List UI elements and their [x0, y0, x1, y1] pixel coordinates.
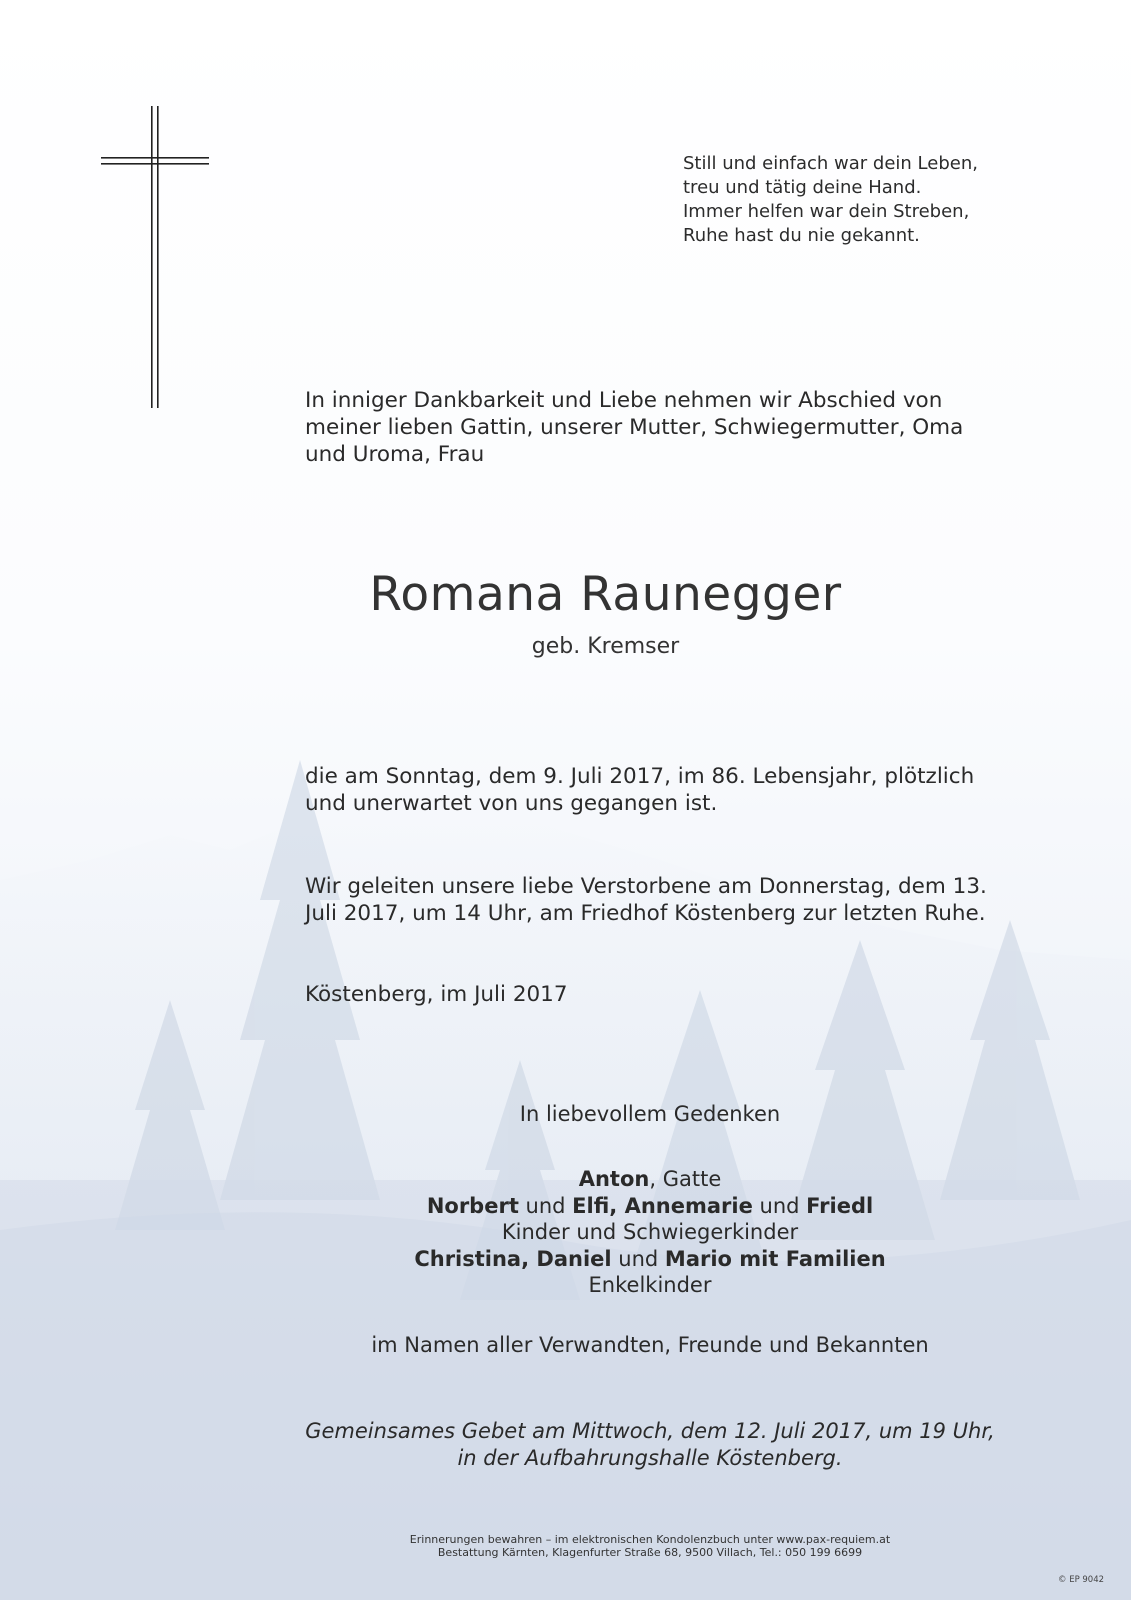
prayer-notice	[290, 1418, 1010, 1472]
deceased-name: Romana Raunegger	[369, 567, 842, 622]
print-code: © EP 9042	[1058, 1575, 1105, 1585]
funeral-text: Wir geleiten unsere liebe Verstorbene am Donnerstag, dem 13. Juli 2017, um 14 Uhr, am Friedhof Köstenberg zur letzten Ruhe.	[305, 874, 987, 926]
family-role-grandchildren: Enkelkinder	[588, 1273, 712, 1297]
footer-address-line: Bestattung Kärnten, Klagenfurter Straße 68, 9500 Villach, Tel.: 050 199 6699	[437, 1546, 863, 1559]
prayer-line: in der Aufbahrungshalle Köstenberg.	[457, 1446, 843, 1470]
grandchild-name: Christina	[414, 1246, 522, 1271]
remembrance-heading: In liebevollem Gedenken	[519, 1102, 781, 1126]
prayer-line: Gemeinsames Gebet am Mittwoch, dem 12. Juli 2017, um 19 Uhr,	[305, 1419, 995, 1443]
connector: und	[611, 1246, 665, 1271]
child-name: Annemarie	[624, 1193, 753, 1218]
relatives-text: im Namen aller Verwandten, Freunde und Bekannten	[371, 1333, 929, 1357]
connector: und	[752, 1193, 807, 1218]
poem-line: Still und einfach war dein Leben,	[683, 153, 978, 174]
grandchild-name: Mario mit Familien	[664, 1246, 886, 1271]
child-name: Norbert	[426, 1193, 519, 1218]
place-date: Köstenberg, im Juli 2017	[305, 982, 568, 1007]
family-list	[305, 1166, 995, 1299]
connector: und	[518, 1193, 573, 1218]
death-notice-text: die am Sonntag, dem 9. Juli 2017, im 86. Lebensjahr, plötzlich und unerwartet von uns gegangen ist.	[305, 764, 975, 816]
connector: ,	[521, 1246, 537, 1271]
cross-icon	[101, 106, 209, 408]
family-line-spouse	[305, 1166, 995, 1193]
footer-condolence-line: Erinnerungen bewahren – im elektronischen Kondolenzbuch unter www.pax-requiem.at	[409, 1533, 891, 1546]
family-line-children	[305, 1193, 995, 1220]
poem-line: treu und tätig deine Hand.	[683, 177, 922, 198]
poem-line: Ruhe hast du nie gekannt.	[683, 225, 920, 246]
poem-line: Immer helfen war dein Streben,	[683, 201, 970, 222]
birth-name: geb. Kremser	[531, 634, 680, 659]
footer	[350, 1533, 950, 1559]
connector: ,	[609, 1193, 625, 1218]
spouse-name: Anton	[578, 1167, 650, 1191]
family-role-children: Kinder und Schwiegerkinder	[501, 1220, 799, 1244]
family-line-grandchildren	[305, 1246, 995, 1273]
child-name: Elfi	[572, 1193, 610, 1218]
spouse-role: , Gatte	[649, 1167, 722, 1191]
poem	[683, 152, 1013, 248]
intro-text: In inniger Dankbarkeit und Liebe nehmen wir Abschied von meiner lieben Gattin, unserer Mutter, Schwiegermutter, Oma und Uroma, Frau	[305, 388, 964, 467]
grandchild-name: Daniel	[536, 1246, 612, 1271]
child-name: Friedl	[806, 1193, 874, 1218]
